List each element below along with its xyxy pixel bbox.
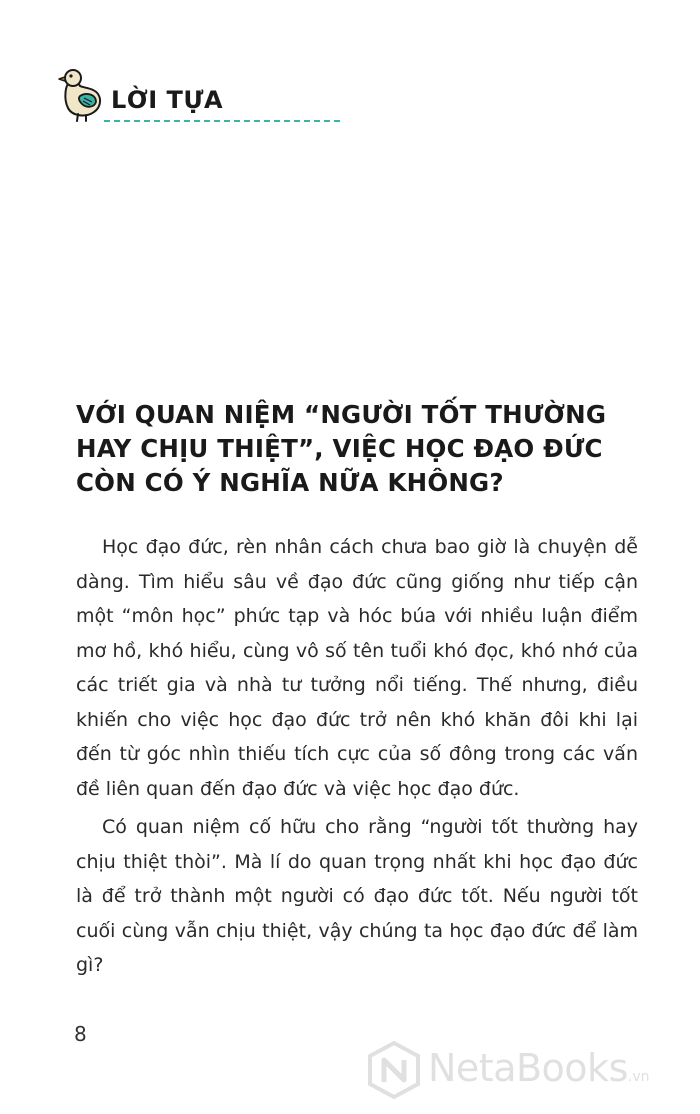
page-number: 8 [74, 1022, 87, 1046]
bird-icon [58, 66, 106, 122]
watermark-suffix: .vn [627, 1069, 650, 1085]
section-heading: VỚI QUAN NIỆM “NGƯỜI TỐT THƯỜNG HAY CHỊU THIỆT”, VIỆC HỌC ĐẠO ĐỨC CÒN CÓ Ý NGHĨA NỮA KHÔNG? [76, 400, 607, 497]
body-text [76, 530, 638, 987]
paragraph: Học đạo đức, rèn nhân cách chưa bao giờ là chuyện dễ dàng. Tìm hiểu sâu về đạo đức cũng giống như tiếp cận một “môn học” phức tạp và hóc búa với nhiều luận điểm mơ hồ, khó hiểu, cùng vô số tên tuổi khó đọc, khó nhớ của các triết gia và nhà tư tưởng nổi tiếng. Thế nhưng, điều khiến cho việc học đạo đức trở nên khó khăn đôi khi lại đến từ góc nhìn thiếu tích cực của số đông trong các vấn đề liên quan đến đạo đức và việc học đạo đức. [76, 536, 638, 800]
netabooks-logo-icon [366, 1040, 422, 1100]
watermark-brand: NetaBooks [428, 1046, 628, 1090]
chapter-title: LỜI TỰA [111, 86, 224, 114]
header-divider [104, 120, 340, 122]
watermark-text [428, 1046, 649, 1090]
paragraph: Có quan niệm cố hữu cho rằng “người tốt thường hay chịu thiệt thòi”. Mà lí do quan trọng nhất khi học đạo đức là để trở thành một người có đạo đức tốt. Nếu người tốt cuối cùng vẫn chịu thiệt, vậy chúng ta học đạo đức để làm gì? [76, 816, 638, 976]
chapter-header [58, 66, 288, 126]
netabooks-watermark [366, 1040, 696, 1100]
